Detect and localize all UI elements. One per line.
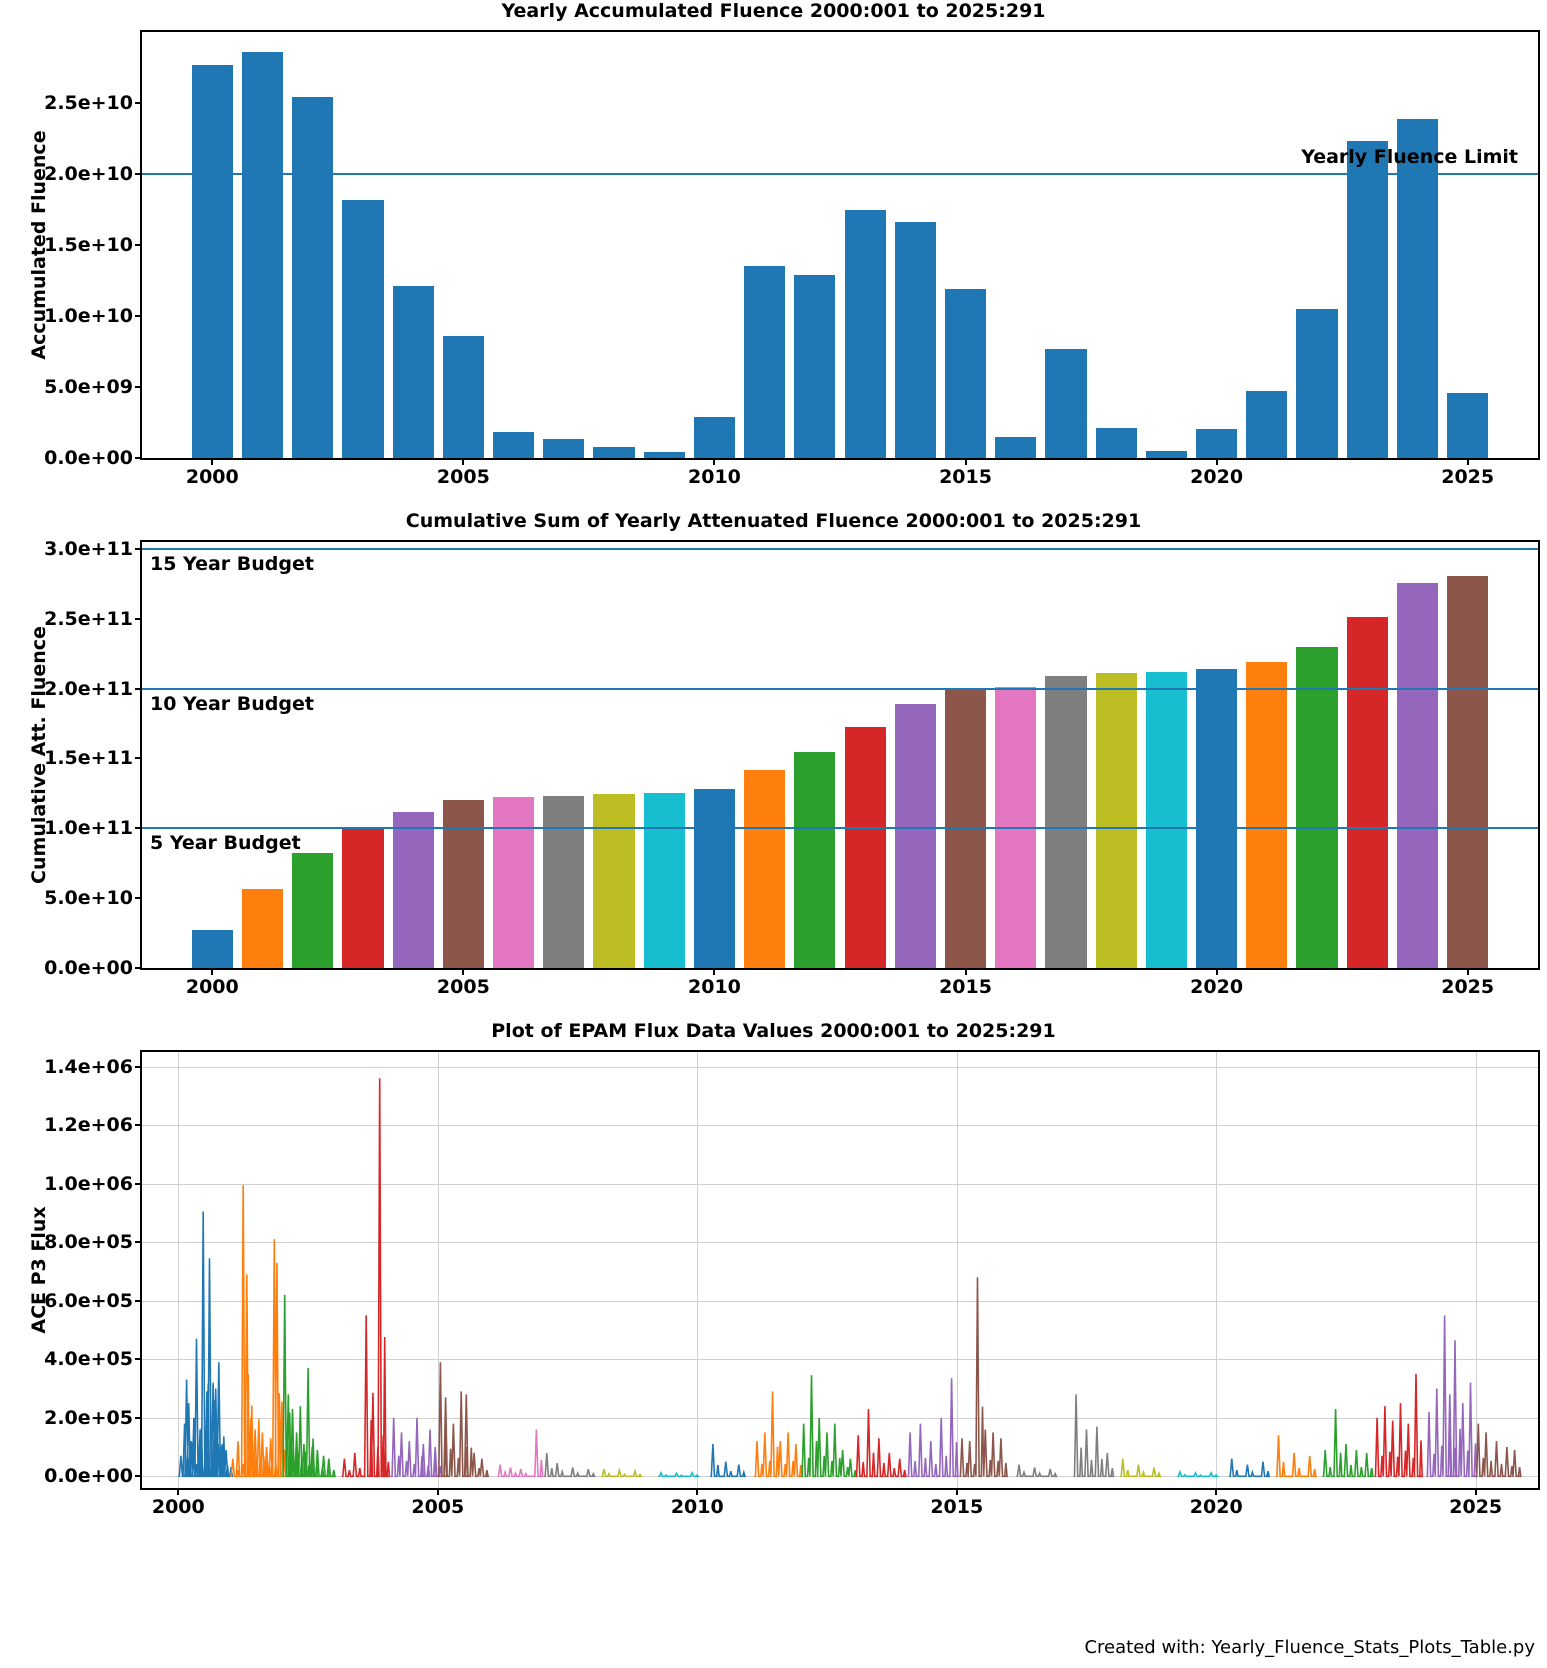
bar — [1096, 673, 1137, 968]
bar — [493, 797, 534, 968]
x-tick-label: 2025 — [1449, 1496, 1503, 1518]
x-tick-mark — [437, 1488, 439, 1495]
x-tick-label: 2005 — [436, 466, 490, 488]
flux-series-2012 — [801, 1375, 857, 1476]
y-tick-label: 1.0e+11 — [44, 817, 133, 840]
bar — [1096, 428, 1137, 458]
panel2-axes — [44, 537, 1540, 998]
bar — [342, 829, 383, 968]
panel3-series-plot — [142, 1052, 1538, 1488]
y-tick-label: 2.5e+11 — [44, 607, 133, 630]
chart-panel-yearly-accumulated-fluence — [0, 0, 1547, 500]
bar — [744, 266, 785, 458]
y-tick-label: 2.5e+10 — [44, 92, 133, 114]
panel2-y-axis-label: Cumulative Att. Fluence — [28, 626, 50, 884]
bar — [694, 789, 735, 968]
y-tick-label: 0.0e+00 — [44, 1465, 133, 1488]
y-tick-mark — [135, 548, 142, 550]
panel2-title: Cumulative Sum of Yearly Attenuated Fluence 2000:001 to 2025:291 — [405, 510, 1142, 532]
reference-line — [142, 173, 1538, 175]
bar — [1146, 672, 1187, 968]
x-tick-mark — [713, 968, 715, 975]
x-tick-mark — [965, 968, 967, 975]
x-tick-mark — [211, 968, 213, 975]
x-tick-label: 2020 — [1190, 976, 1244, 998]
x-tick-label: 2000 — [185, 976, 239, 998]
y-tick-mark — [135, 1241, 142, 1243]
y-tick-label: 0.0e+00 — [44, 447, 133, 469]
x-tick-label: 2010 — [670, 1496, 724, 1518]
y-tick-mark — [135, 457, 142, 459]
bar — [1146, 451, 1187, 458]
bar — [694, 417, 735, 458]
flux-series-2006 — [498, 1430, 543, 1477]
y-tick-label: 5.0e+09 — [44, 376, 133, 398]
reference-line-label: 10 Year Budget — [150, 692, 314, 715]
y-tick-label: 1.5e+10 — [44, 234, 133, 256]
bar — [1296, 309, 1337, 458]
bar — [593, 794, 634, 968]
bar — [1296, 647, 1337, 968]
bar — [543, 439, 584, 458]
bar — [1397, 119, 1438, 458]
flux-series-2018 — [1120, 1459, 1160, 1477]
bar — [342, 200, 383, 458]
bar — [1246, 391, 1287, 458]
x-tick-mark — [1467, 458, 1469, 465]
y-tick-mark — [135, 967, 142, 969]
x-tick-label: 2010 — [688, 976, 741, 998]
flux-series-2019 — [1177, 1472, 1217, 1476]
x-tick-mark — [462, 458, 464, 465]
bar — [845, 727, 886, 968]
x-tick-mark — [1216, 458, 1218, 465]
bar — [593, 447, 634, 458]
flux-series-2011 — [754, 1391, 802, 1476]
panel1-y-axis-label: Accumulated Fluence — [28, 130, 50, 360]
chart-panel-cumulative-attenuated-fluence — [0, 510, 1547, 1010]
panel3-axes — [44, 1050, 1540, 1518]
x-tick-mark — [1215, 1488, 1217, 1495]
x-tick-label: 2015 — [939, 976, 992, 998]
x-tick-label: 2025 — [1441, 976, 1495, 998]
bar — [292, 853, 333, 968]
bar — [895, 704, 936, 968]
y-tick-mark — [135, 102, 142, 104]
x-tick-label: 2015 — [930, 1496, 984, 1518]
panel1-bars — [142, 32, 1538, 458]
x-tick-label: 2005 — [411, 1496, 465, 1518]
x-tick-label: 2020 — [1190, 466, 1244, 488]
reference-line — [142, 827, 1538, 829]
y-tick-label: 4.0e+05 — [44, 1348, 133, 1371]
x-tick-label: 2010 — [688, 466, 741, 488]
reference-line-label: 15 Year Budget — [150, 552, 314, 575]
bar — [644, 452, 685, 458]
y-tick-mark — [135, 827, 142, 829]
bar — [393, 812, 434, 968]
x-tick-mark — [1467, 968, 1469, 975]
flux-series-2025 — [1476, 1424, 1521, 1477]
x-tick-mark — [956, 1488, 958, 1495]
reference-line — [142, 688, 1538, 690]
x-tick-label: 2005 — [436, 976, 490, 998]
x-tick-mark — [462, 968, 464, 975]
bar — [845, 210, 886, 458]
bar — [242, 889, 283, 968]
panel2-bars — [142, 542, 1538, 968]
flux-series-2005 — [438, 1362, 488, 1476]
flux-series-2010 — [710, 1444, 745, 1476]
bar — [744, 770, 785, 968]
y-tick-label: 1.0e+10 — [44, 305, 133, 327]
y-tick-label: 3.0e+11 — [44, 537, 133, 560]
flux-series-2008 — [601, 1469, 641, 1476]
x-tick-label: 2000 — [151, 1496, 205, 1518]
x-tick-mark — [1216, 968, 1218, 975]
flux-series-2023 — [1375, 1374, 1423, 1476]
bar — [794, 275, 835, 458]
x-tick-label: 2025 — [1441, 466, 1495, 488]
y-tick-label: 2.0e+05 — [44, 1406, 133, 1429]
bar — [443, 800, 484, 968]
x-tick-label: 2020 — [1189, 1496, 1243, 1518]
bar — [1397, 583, 1438, 968]
y-tick-label: 1.2e+06 — [44, 1114, 133, 1137]
bar — [242, 52, 283, 458]
panel3-y-axis-label: ACE P3 Flux — [28, 1206, 50, 1334]
flux-series-2003 — [342, 1078, 390, 1476]
reference-line — [142, 548, 1538, 550]
flux-series-2013 — [856, 1409, 906, 1476]
y-tick-mark — [135, 1124, 142, 1126]
flux-series-2016 — [1016, 1465, 1056, 1477]
flux-series-2009 — [658, 1473, 698, 1477]
bar — [794, 752, 835, 968]
x-tick-mark — [1475, 1488, 1477, 1495]
y-tick-label: 0.0e+00 — [44, 957, 133, 979]
y-tick-mark — [135, 1417, 142, 1419]
y-tick-mark — [135, 1300, 142, 1302]
flux-series-2024 — [1426, 1315, 1476, 1476]
bar — [1347, 617, 1388, 968]
bar — [1246, 662, 1287, 968]
y-tick-mark — [135, 386, 142, 388]
bar — [192, 65, 233, 458]
y-tick-label: 2.0e+10 — [44, 163, 133, 185]
bar — [543, 796, 584, 968]
y-tick-label: 1.5e+11 — [44, 747, 133, 770]
bar — [192, 930, 233, 968]
x-tick-mark — [713, 458, 715, 465]
bar — [1196, 669, 1237, 968]
bar — [443, 336, 484, 458]
reference-line-label: Yearly Fluence Limit — [1301, 146, 1518, 168]
bar — [895, 222, 936, 458]
bar — [1045, 349, 1086, 458]
flux-series-2001 — [230, 1185, 286, 1476]
bar — [292, 97, 333, 458]
flux-series-2020 — [1229, 1459, 1269, 1477]
flux-series-2017 — [1074, 1394, 1114, 1476]
x-tick-mark — [177, 1488, 179, 1495]
bar — [1447, 576, 1488, 968]
y-tick-label: 2.0e+11 — [44, 677, 133, 700]
bar — [945, 289, 986, 458]
bar — [1347, 141, 1388, 458]
bar — [393, 286, 434, 458]
y-tick-mark — [135, 1183, 142, 1185]
flux-series-2000 — [178, 1212, 232, 1477]
panel1-title: Yearly Accumulated Fluence 2000:001 to 2025:291 — [501, 0, 1046, 22]
figure-footer-credit: Created with: Yearly_Fluence_Stats_Plots_Table.py — [1084, 1637, 1535, 1658]
flux-series-2007 — [544, 1453, 594, 1476]
y-tick-mark — [135, 173, 142, 175]
x-tick-mark — [211, 458, 213, 465]
flux-series-2021 — [1276, 1435, 1316, 1476]
y-tick-mark — [135, 315, 142, 317]
x-tick-mark — [696, 1488, 698, 1495]
bar — [1447, 393, 1488, 458]
flux-series-2015 — [959, 1277, 1007, 1476]
chart-panel-epam-flux — [0, 1020, 1547, 1560]
flux-series-2022 — [1323, 1409, 1373, 1476]
x-tick-label: 2000 — [185, 466, 239, 488]
y-tick-mark — [135, 757, 142, 759]
bar — [493, 432, 534, 458]
flux-series-2002 — [282, 1295, 335, 1476]
panel1-axes — [44, 30, 1540, 488]
x-tick-label: 2015 — [939, 466, 992, 488]
y-tick-mark — [135, 897, 142, 899]
y-tick-label: 1.0e+06 — [44, 1172, 133, 1195]
bar — [644, 793, 685, 968]
bar — [1196, 429, 1237, 458]
panel3-title: Plot of EPAM Flux Data Values 2000:001 to 2025:291 — [491, 1020, 1056, 1042]
y-tick-label: 8.0e+05 — [44, 1231, 133, 1254]
y-tick-mark — [135, 688, 142, 690]
bar — [995, 437, 1036, 458]
y-tick-mark — [135, 244, 142, 246]
y-tick-mark — [135, 1358, 142, 1360]
y-tick-label: 6.0e+05 — [44, 1289, 133, 1312]
flux-series-2004 — [391, 1418, 441, 1477]
x-tick-mark — [965, 458, 967, 465]
y-tick-label: 1.4e+06 — [44, 1055, 133, 1078]
y-tick-mark — [135, 1066, 142, 1068]
bar — [1045, 676, 1086, 968]
reference-line-label: 5 Year Budget — [150, 832, 301, 855]
y-tick-mark — [135, 1475, 142, 1477]
y-tick-mark — [135, 618, 142, 620]
flux-series-2014 — [908, 1378, 958, 1476]
y-tick-label: 5.0e+10 — [44, 887, 133, 910]
